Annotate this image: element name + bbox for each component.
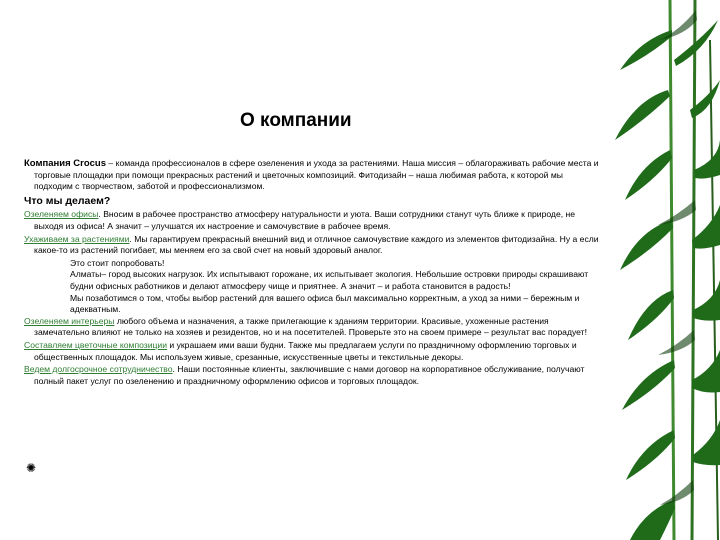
intro-paragraph bbox=[24, 158, 604, 193]
note-line: Это стоит попробовать! bbox=[70, 257, 165, 268]
list-item: Озеленяем интерьеры любого объема и назначения, а также прилегающие к зданиям территории. Красивые, ухоженные растения замечательно влияют не только на хозяев и резидентов, но и на посетителей. Проверьте это на своем примере – результат вас порадует! bbox=[24, 315, 587, 338]
intro-text: – команда профессионалов в сфере озеленения и ухода за растениями. Наша миссия – облагораживать рабочие места и торговые площадки при помощи прекрасных растений и цветочных композиций. Фитодизайн – наша любимая работа, к которой мы подходим с творчеством, заботой и профессионализмом. bbox=[34, 158, 599, 192]
list-item: Ведем долгосрочное сотрудничество. Наши постоянные клиенты, заключившие с нами договор на корпоративное обслуживание, получают полный пакет услуг по озеленению и праздничному оформлению офисов и торговых площадок. bbox=[24, 364, 585, 386]
section-heading: Что мы делаем? bbox=[24, 194, 111, 207]
link-compositions[interactable]: Составляем цветочные композиции bbox=[24, 339, 168, 350]
flower-bullet-icon: ✺ bbox=[26, 461, 37, 475]
bamboo-decoration bbox=[600, 0, 720, 540]
link-cooperation[interactable]: Ведем долгосрочное сотрудничество bbox=[24, 364, 173, 375]
link-offices[interactable]: Озеленяем офисы bbox=[24, 209, 99, 220]
page-title: О компании bbox=[240, 110, 352, 131]
content bbox=[24, 158, 604, 388]
link-care[interactable]: Ухаживаем за растениями bbox=[24, 233, 130, 244]
company-name: Компания Crocus bbox=[24, 158, 107, 169]
list-item: Составляем цветочные композиции и украшаем ими ваши будни. Также мы предлагаем услуги по праздничному оформлению торговых и общественных площадок. Мы используем живые, срезанные, искусственные цветы и текстильные декоры. bbox=[24, 339, 577, 362]
link-interiors[interactable]: Озеленяем интерьеры bbox=[24, 315, 115, 326]
note-line: Мы позаботимся о том, чтобы выбор растений для вашего офиса был максимально корректным, а уход за ними – бережным и адекватным. bbox=[70, 292, 580, 315]
note-line: Алматы– город высоких нагрузок. Их испытывают горожане, их испытывает экология. Небольшие островки природы скрашивают будни офисных работников и делают атмосферу чище и приятнее. А значит – и работа становится в радость! bbox=[70, 269, 589, 291]
list-item: Ухаживаем за растениями. Мы гарантируем прекрасный внешний вид и отличное самочувствие каждого из элементов фитодизайна. Ну а если какое-то из растений погибает, мы меняем его за свой счет на новый здоровый аналог. bbox=[24, 233, 599, 256]
list-item: Озеленяем офисы. Вносим в рабочее пространство атмосферу натуральности и уюта. Ваши сотрудники станут чуть ближе к природе, не выходя из офиса! А значит – улучшатся их настроение и самочувствие в рабочее время. bbox=[24, 209, 576, 231]
